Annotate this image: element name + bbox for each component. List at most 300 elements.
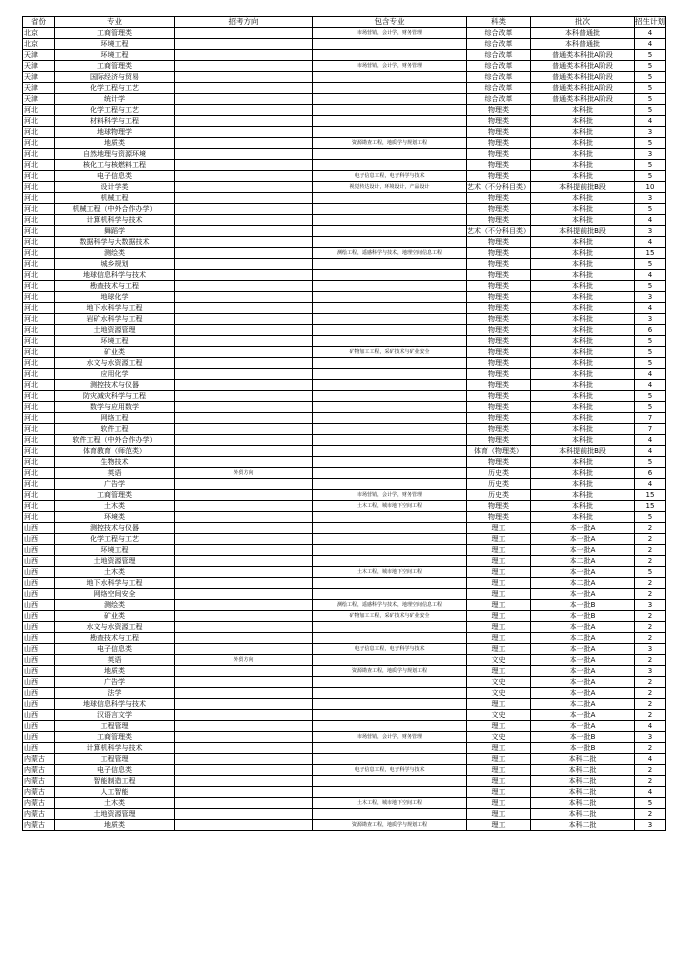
cell-subject-category: 理工: [467, 578, 531, 589]
table-row: [23, 314, 666, 325]
cell-subject-category: 历史类: [467, 479, 531, 490]
cell-batch: 本一批B: [531, 600, 635, 611]
cell-province: 河北: [23, 182, 55, 193]
table-row: [23, 567, 666, 578]
cell-province: 内蒙古: [23, 787, 55, 798]
header-plan: 招生计划: [635, 17, 665, 26]
table-row: [23, 776, 666, 787]
cell-province: 河北: [23, 402, 55, 413]
cell-included-majors: [313, 743, 467, 754]
cell-direction: [175, 116, 313, 127]
table-row: [23, 237, 666, 248]
table-row: [23, 413, 666, 424]
cell-province: 河北: [23, 105, 55, 116]
cell-included-majors: 市场营销，会计学，财务管理: [313, 732, 467, 743]
cell-province: 山西: [23, 710, 55, 721]
cell-batch: 本一批A: [531, 666, 635, 677]
cell-major: 工程管理: [55, 721, 175, 732]
cell-plan: 5: [635, 347, 666, 358]
cell-province: 河北: [23, 413, 55, 424]
cell-batch: 普通类本科批A阶段: [531, 83, 635, 94]
cell-batch: 本科批: [531, 127, 635, 138]
cell-major: 地下水科学与工程: [55, 303, 175, 314]
table-row: [23, 699, 666, 710]
cell-plan: 2: [635, 699, 666, 710]
cell-subject-category: 物理类: [467, 149, 531, 160]
cell-subject-category: 物理类: [467, 281, 531, 292]
cell-direction: [175, 61, 313, 72]
cell-major: 体育教育（师范类）: [55, 446, 175, 457]
cell-direction: [175, 380, 313, 391]
cell-batch: 本科批: [531, 193, 635, 204]
cell-province: 山西: [23, 567, 55, 578]
cell-plan: 3: [635, 644, 666, 655]
table-row: [23, 534, 666, 545]
table-row: [23, 468, 666, 479]
cell-major: 工商管理类: [55, 61, 175, 72]
cell-subject-category: 理工: [467, 754, 531, 765]
cell-subject-category: 理工: [467, 556, 531, 567]
table-row: [23, 402, 666, 413]
cell-included-majors: [313, 358, 467, 369]
cell-included-majors: 矿物加工工程，采矿技术与矿业安全: [313, 347, 467, 358]
cell-major: 土地资源管理: [55, 809, 175, 820]
cell-major: 人工智能: [55, 787, 175, 798]
cell-direction: [175, 281, 313, 292]
table-row: [23, 512, 666, 523]
table-row: [23, 622, 666, 633]
cell-province: 河北: [23, 171, 55, 182]
cell-included-majors: [313, 369, 467, 380]
cell-batch: 本科批: [531, 325, 635, 336]
cell-plan: 2: [635, 578, 666, 589]
cell-plan: 2: [635, 633, 666, 644]
table-row: [23, 688, 666, 699]
cell-batch: 本一批B: [531, 611, 635, 622]
cell-included-majors: [313, 116, 467, 127]
cell-province: 河北: [23, 259, 55, 270]
cell-plan: 7: [635, 413, 666, 424]
cell-batch: 本一批A: [531, 677, 635, 688]
cell-batch: 本科二批: [531, 754, 635, 765]
cell-included-majors: [313, 435, 467, 446]
cell-major: 测绘类: [55, 600, 175, 611]
cell-major: 工商管理类: [55, 28, 175, 39]
cell-plan: 4: [635, 215, 666, 226]
cell-province: 内蒙古: [23, 820, 55, 831]
cell-plan: 5: [635, 402, 666, 413]
cell-batch: 本科批: [531, 490, 635, 501]
cell-province: 山西: [23, 523, 55, 534]
table-row: [23, 677, 666, 688]
cell-province: 河北: [23, 358, 55, 369]
cell-included-majors: [313, 809, 467, 820]
cell-included-majors: [313, 204, 467, 215]
cell-batch: 本科提前批B段: [531, 182, 635, 193]
cell-direction: [175, 732, 313, 743]
cell-direction: [175, 39, 313, 50]
cell-direction: [175, 347, 313, 358]
cell-plan: 2: [635, 622, 666, 633]
cell-direction: [175, 644, 313, 655]
cell-plan: 5: [635, 281, 666, 292]
cell-subject-category: 物理类: [467, 105, 531, 116]
cell-included-majors: [313, 303, 467, 314]
cell-direction: [175, 237, 313, 248]
cell-province: 山西: [23, 644, 55, 655]
cell-major: 土木类: [55, 567, 175, 578]
cell-province: 内蒙古: [23, 765, 55, 776]
cell-included-majors: 测绘工程，遥感科学与技术，地理空间信息工程: [313, 248, 467, 259]
table-row: [23, 391, 666, 402]
cell-major: 化学工程与工艺: [55, 534, 175, 545]
cell-major: 地质类: [55, 138, 175, 149]
cell-major: 测控技术与仪器: [55, 523, 175, 534]
cell-major: 核化工与核燃料工程: [55, 160, 175, 171]
cell-major: 环境类: [55, 512, 175, 523]
cell-subject-category: 综合改革: [467, 28, 531, 39]
cell-province: 河北: [23, 292, 55, 303]
cell-plan: 2: [635, 688, 666, 699]
table-row: [23, 820, 666, 831]
cell-batch: 本一批A: [531, 622, 635, 633]
cell-direction: [175, 787, 313, 798]
cell-major: 矿业类: [55, 347, 175, 358]
table-row: [23, 193, 666, 204]
cell-province: 河北: [23, 336, 55, 347]
cell-major: 测绘类: [55, 248, 175, 259]
table-row: [23, 633, 666, 644]
cell-province: 河北: [23, 270, 55, 281]
cell-subject-category: 理工: [467, 633, 531, 644]
cell-major: 广告学: [55, 677, 175, 688]
table-row: [23, 754, 666, 765]
cell-included-majors: 土木工程，城市地下空间工程: [313, 798, 467, 809]
cell-batch: 本科批: [531, 105, 635, 116]
cell-major: 英语: [55, 655, 175, 666]
cell-included-majors: [313, 281, 467, 292]
cell-major: 电子信息类: [55, 171, 175, 182]
cell-plan: 6: [635, 325, 666, 336]
cell-direction: [175, 94, 313, 105]
cell-batch: 本科批: [531, 369, 635, 380]
cell-province: 山西: [23, 622, 55, 633]
cell-direction: [175, 270, 313, 281]
cell-included-majors: [313, 292, 467, 303]
cell-subject-category: 物理类: [467, 204, 531, 215]
cell-included-majors: 矿物加工工程，采矿技术与矿业安全: [313, 611, 467, 622]
cell-plan: 2: [635, 655, 666, 666]
cell-major: 英语: [55, 468, 175, 479]
cell-plan: 3: [635, 193, 666, 204]
cell-included-majors: 电子信息工程，电子科学与技术: [313, 644, 467, 655]
cell-subject-category: 物理类: [467, 424, 531, 435]
table-row: [23, 743, 666, 754]
cell-included-majors: [313, 787, 467, 798]
cell-plan: 2: [635, 545, 666, 556]
cell-direction: [175, 336, 313, 347]
table-row: [23, 424, 666, 435]
cell-direction: [175, 578, 313, 589]
cell-province: 天津: [23, 94, 55, 105]
cell-included-majors: [313, 754, 467, 765]
cell-subject-category: 历史类: [467, 468, 531, 479]
table-row: [23, 160, 666, 171]
cell-included-majors: [313, 446, 467, 457]
cell-included-majors: [313, 721, 467, 732]
cell-major: 地球信息科学与技术: [55, 270, 175, 281]
table-row: [23, 72, 666, 83]
cell-included-majors: 电子信息工程，电子科学与技术: [313, 765, 467, 776]
cell-included-majors: [313, 259, 467, 270]
cell-batch: 本一批A: [531, 523, 635, 534]
cell-plan: 15: [635, 248, 666, 259]
cell-plan: 4: [635, 237, 666, 248]
table-row: [23, 798, 666, 809]
cell-plan: 5: [635, 138, 666, 149]
cell-province: 河北: [23, 281, 55, 292]
table-row: [23, 83, 666, 94]
cell-subject-category: 理工: [467, 589, 531, 600]
table-row: [23, 303, 666, 314]
cell-plan: 3: [635, 149, 666, 160]
cell-major: 软件工程（中外合作办学）: [55, 435, 175, 446]
cell-subject-category: 物理类: [467, 402, 531, 413]
cell-plan: 2: [635, 809, 666, 820]
cell-direction: [175, 303, 313, 314]
table-row: [23, 545, 666, 556]
cell-province: 河北: [23, 380, 55, 391]
table-row: [23, 39, 666, 50]
cell-subject-category: 理工: [467, 820, 531, 831]
cell-province: 河北: [23, 160, 55, 171]
table-row: [23, 61, 666, 72]
cell-province: 河北: [23, 127, 55, 138]
cell-direction: [175, 721, 313, 732]
table-row: [23, 446, 666, 457]
cell-plan: 4: [635, 303, 666, 314]
cell-province: 河北: [23, 303, 55, 314]
cell-province: 河北: [23, 237, 55, 248]
table-row: [23, 732, 666, 743]
table-row: [23, 138, 666, 149]
cell-batch: 本一批A: [531, 567, 635, 578]
cell-included-majors: [313, 193, 467, 204]
cell-major: 材料科学与工程: [55, 116, 175, 127]
cell-batch: 本科批: [531, 380, 635, 391]
cell-direction: [175, 83, 313, 94]
cell-direction: [175, 688, 313, 699]
table-row: [23, 556, 666, 567]
cell-plan: 3: [635, 292, 666, 303]
cell-major: 网络空间安全: [55, 589, 175, 600]
cell-subject-category: 物理类: [467, 347, 531, 358]
cell-subject-category: 物理类: [467, 501, 531, 512]
table-row: [23, 721, 666, 732]
cell-included-majors: [313, 149, 467, 160]
cell-plan: 5: [635, 61, 666, 72]
cell-subject-category: 理工: [467, 765, 531, 776]
cell-major: 地球信息科学与技术: [55, 699, 175, 710]
cell-included-majors: [313, 50, 467, 61]
table-row: [23, 358, 666, 369]
cell-direction: [175, 127, 313, 138]
cell-batch: 本科批: [531, 259, 635, 270]
cell-batch: 本科批: [531, 116, 635, 127]
cell-major: 数学与应用数学: [55, 402, 175, 413]
cell-subject-category: 综合改革: [467, 50, 531, 61]
cell-subject-category: 艺术（不分科目类）: [467, 227, 530, 235]
cell-batch: 本科普通批: [531, 28, 635, 39]
cell-subject-category: 文史: [467, 688, 531, 699]
cell-included-majors: 土木工程，城市地下空间工程: [313, 567, 467, 578]
cell-subject-category: 物理类: [467, 369, 531, 380]
cell-batch: 本科批: [531, 457, 635, 468]
cell-included-majors: 测绘工程，遥感科学与技术，地理空间信息工程: [313, 600, 467, 611]
table-row: [23, 182, 666, 193]
cell-direction: [175, 776, 313, 787]
cell-included-majors: 资源勘查工程，地质学与规划工程: [313, 138, 467, 149]
cell-included-majors: [313, 633, 467, 644]
cell-subject-category: 理工: [467, 666, 531, 677]
cell-subject-category: 物理类: [467, 215, 531, 226]
cell-province: 山西: [23, 688, 55, 699]
cell-batch: 本科批: [531, 424, 635, 435]
cell-included-majors: 市场营销，会计学，财务管理: [313, 28, 467, 39]
cell-province: 山西: [23, 534, 55, 545]
cell-major: 软件工程: [55, 424, 175, 435]
table-row: [23, 171, 666, 182]
cell-subject-category: 理工: [467, 567, 531, 578]
cell-province: 山西: [23, 600, 55, 611]
cell-major: 电子信息类: [55, 765, 175, 776]
cell-subject-category: 物理类: [467, 270, 531, 281]
cell-batch: 本一批A: [531, 688, 635, 699]
cell-plan: 3: [635, 820, 666, 831]
cell-province: 北京: [23, 39, 55, 50]
cell-subject-category: 物理类: [467, 127, 531, 138]
cell-province: 河北: [23, 424, 55, 435]
cell-subject-category: 综合改革: [467, 39, 531, 50]
cell-major: 土地资源管理: [55, 556, 175, 567]
cell-province: 天津: [23, 83, 55, 94]
cell-batch: 本科批: [531, 281, 635, 292]
cell-major: 工程管理: [55, 754, 175, 765]
cell-province: 山西: [23, 611, 55, 622]
cell-direction: [175, 534, 313, 545]
cell-batch: 本一批A: [531, 655, 635, 666]
cell-major: 防灾减灾科学与工程: [55, 391, 175, 402]
cell-batch: 本科批: [531, 248, 635, 259]
table-row: [23, 281, 666, 292]
cell-included-majors: [313, 556, 467, 567]
cell-subject-category: 综合改革: [467, 83, 531, 94]
cell-included-majors: [313, 391, 467, 402]
cell-batch: 本科批: [531, 149, 635, 160]
cell-included-majors: 视觉传达设计，环境设计，产品设计: [313, 182, 467, 193]
cell-subject-category: 物理类: [467, 248, 531, 259]
cell-province: 天津: [23, 61, 55, 72]
cell-plan: 7: [635, 424, 666, 435]
cell-included-majors: 市场营销，会计学，财务管理: [313, 61, 467, 72]
cell-batch: 本一批A: [531, 534, 635, 545]
cell-major: 国际经济与贸易: [55, 72, 175, 83]
cell-subject-category: 物理类: [467, 237, 531, 248]
cell-major: 广告学: [55, 479, 175, 490]
header-batch: 批次: [531, 17, 635, 28]
cell-batch: 本科批: [531, 292, 635, 303]
cell-direction: 外贸方向: [175, 468, 313, 479]
cell-plan: 5: [635, 83, 666, 94]
cell-direction: [175, 204, 313, 215]
cell-plan: 2: [635, 556, 666, 567]
cell-province: 山西: [23, 699, 55, 710]
cell-province: 河北: [23, 391, 55, 402]
header-row: [23, 17, 666, 28]
cell-major: 水文与水资源工程: [55, 622, 175, 633]
cell-subject-category: 理工: [467, 600, 531, 611]
cell-direction: [175, 226, 313, 237]
cell-direction: [175, 171, 313, 182]
cell-plan: 2: [635, 534, 666, 545]
cell-included-majors: [313, 688, 467, 699]
cell-province: 山西: [23, 666, 55, 677]
cell-included-majors: [313, 589, 467, 600]
table-row: [23, 589, 666, 600]
cell-direction: [175, 446, 313, 457]
cell-major: 地球化学: [55, 292, 175, 303]
table-row: [23, 347, 666, 358]
cell-plan: 3: [635, 226, 666, 237]
cell-major: 环境工程: [55, 545, 175, 556]
cell-batch: 本科批: [531, 237, 635, 248]
cell-province: 山西: [23, 578, 55, 589]
cell-direction: [175, 215, 313, 226]
cell-province: 河北: [23, 193, 55, 204]
cell-included-majors: [313, 314, 467, 325]
cell-major: 自然地理与资源环境: [55, 149, 175, 160]
cell-direction: [175, 369, 313, 380]
cell-batch: 本科二批: [531, 787, 635, 798]
cell-batch: 本一批A: [531, 545, 635, 556]
table-row: [23, 226, 666, 237]
table-row: [23, 28, 666, 39]
cell-major: 生物技术: [55, 457, 175, 468]
table-row: [23, 765, 666, 776]
table-row: [23, 94, 666, 105]
cell-batch: 本科二批: [531, 776, 635, 787]
cell-direction: [175, 160, 313, 171]
table-row: [23, 105, 666, 116]
header-major: 专业: [55, 17, 175, 28]
cell-direction: [175, 600, 313, 611]
cell-batch: 本科批: [531, 413, 635, 424]
cell-included-majors: [313, 215, 467, 226]
cell-plan: 5: [635, 94, 666, 105]
cell-direction: [175, 325, 313, 336]
cell-direction: [175, 105, 313, 116]
cell-major: 测控技术与仪器: [55, 380, 175, 391]
cell-direction: [175, 413, 313, 424]
table-row: [23, 127, 666, 138]
cell-batch: 本二批A: [531, 699, 635, 710]
cell-plan: 4: [635, 754, 666, 765]
cell-batch: 本科提前批B段: [531, 226, 635, 237]
cell-major: 地质类: [55, 820, 175, 831]
table-row: [23, 655, 666, 666]
cell-province: 河北: [23, 226, 55, 237]
cell-included-majors: [313, 424, 467, 435]
